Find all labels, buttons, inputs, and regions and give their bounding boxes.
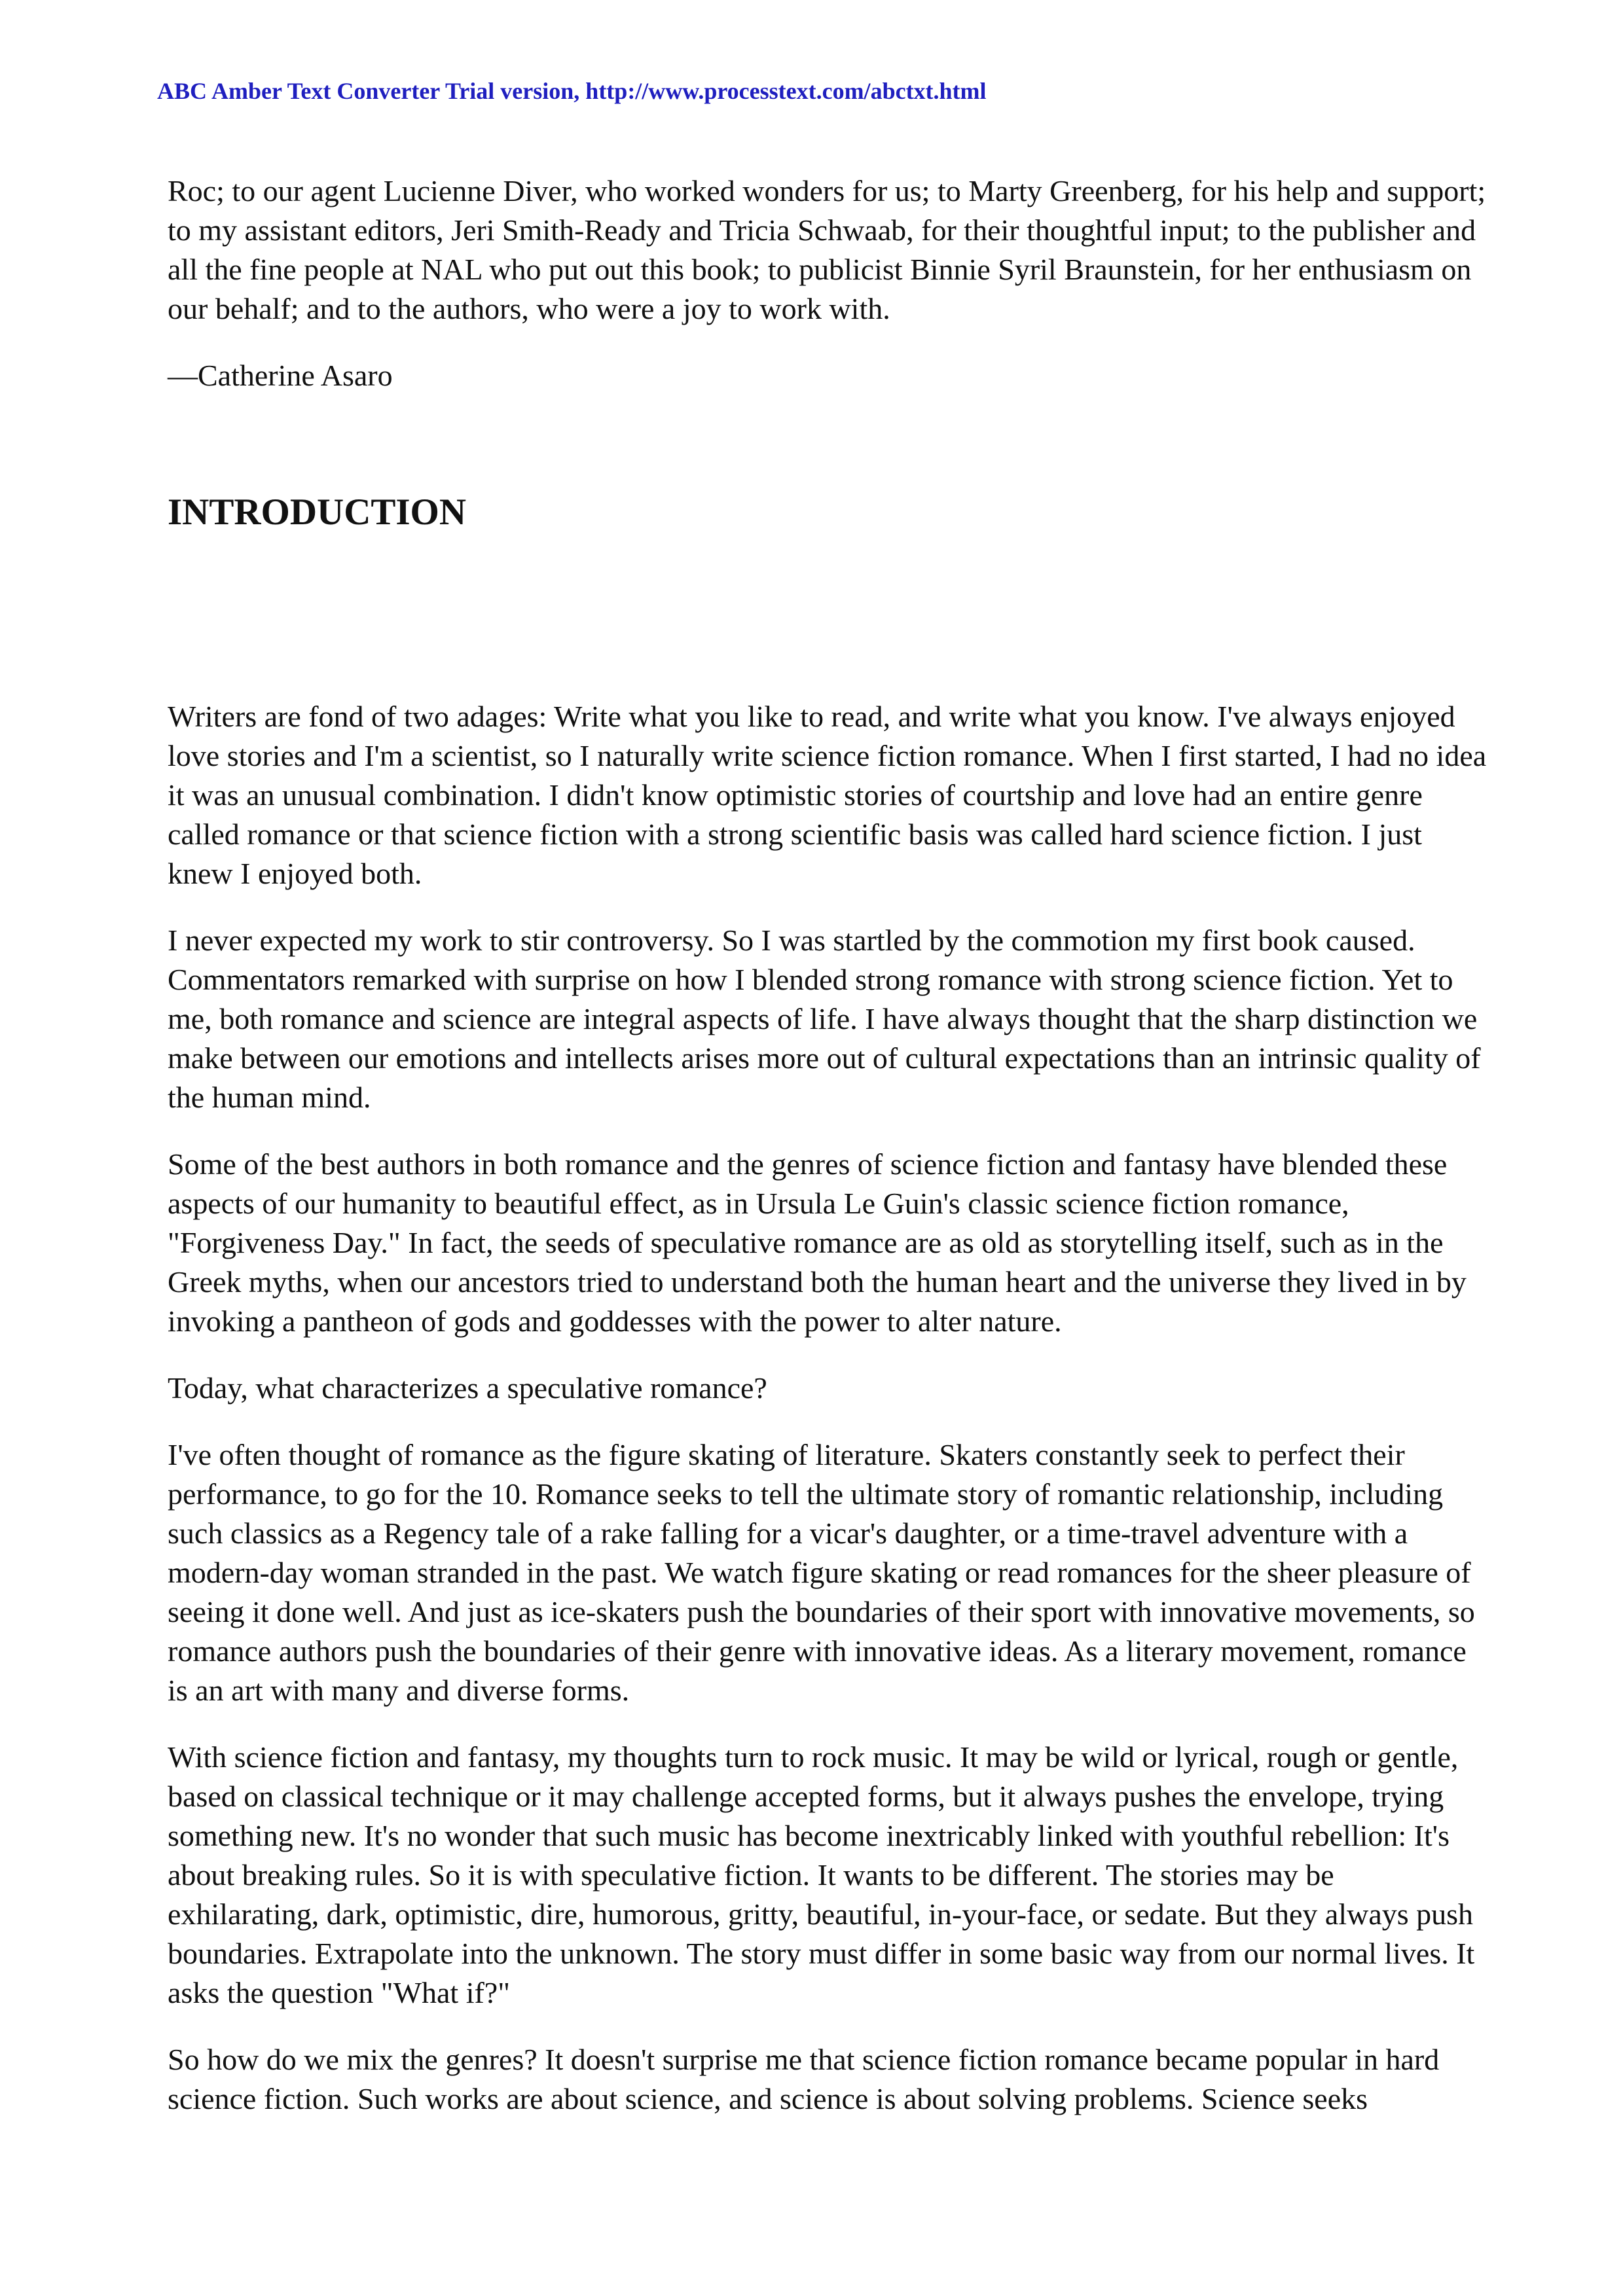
acknowledgments-section [168, 171, 1490, 395]
intro-paragraph: So how do we mix the genres? It doesn't surprise me that science fiction romance became popular in hard science fiction. Such works are about science, and science is about solving problems. Science seeks [168, 2043, 1440, 2115]
intro-paragraph: Writers are fond of two adages: Write what you like to read, and write what you know. I've always enjoyed love stories and I'm a scientist, so I naturally write science fiction romance. When I first started, I had no idea it was an unusual combination. I didn't know optimistic stories of courtship and love had an entire genre called romance or that science fiction with a strong scientific basis was called hard science fiction. I just knew I enjoyed both. [168, 700, 1487, 890]
author-signature: —Catherine Asaro [168, 359, 393, 392]
converter-watermark: ABC Amber Text Converter Trial version, http://www.processtext.com/abctxt.html [157, 78, 987, 104]
introduction-body [168, 697, 1490, 2146]
intro-paragraph: Some of the best authors in both romance and the genres of science fiction and fantasy have blended these aspects of our humanity to beautiful effect, as in Ursula Le Guin's classic science fiction romance, "Forgiveness Day." In fact, the seeds of speculative romance are as old as storytelling itself, such as in the Greek myths, when our ancestors tried to understand both the human heart and the universe they lived in by invoking a pantheon of gods and goddesses with the power to alter nature. [168, 1147, 1467, 1338]
intro-paragraph: Today, what characterizes a speculative romance? [168, 1371, 767, 1405]
intro-paragraph: I never expected my work to stir controversy. So I was startled by the commotion my first book caused. Commentators remarked with surprise on how I blended strong romance with strong science fiction. Yet to me, both romance and science are integral aspects of life. I have always thought that the sharp distinction we make between our emotions and intellects arises more out of cultural expectations than an intrinsic quality of the human mind. [168, 924, 1481, 1114]
intro-paragraph: I've often thought of romance as the figure skating of literature. Skaters constantly seek to perfect their performance, to go for the 10. Romance seeks to tell the ultimate story of romantic relationship, including such classics as a Regency tale of a rake falling for a vicar's daughter, or a time-travel adventure with a modern-day woman stranded in the past. We watch figure skating or read romances for the sheer pleasure of seeing it done well. And just as ice-skaters push the boundaries of their sport with innovative movements, so romance authors push the boundaries of their genre with innovative ideas. As a literary movement, romance is an art with many and diverse forms. [168, 1438, 1475, 1707]
intro-paragraph: With science fiction and fantasy, my thoughts turn to rock music. It may be wild or lyrical, rough or gentle, based on classical technique or it may challenge accepted forms, but it always pushes the envelope, trying something new. It's no wonder that such music has become inextricably linked with youthful rebellion: It's about breaking rules. So it is with speculative fiction. It wants to be different. The stories may be exhilarating, dark, optimistic, dire, humorous, gritty, beautiful, in-your-face, or sedate. But they always push boundaries. Extrapolate into the unknown. The story must differ in some basic way from our normal lives. It asks the question "What if?" [168, 1740, 1475, 2009]
introduction-heading: INTRODUCTION [168, 492, 467, 533]
acknowledgments-paragraph: Roc; to our agent Lucienne Diver, who worked wonders for us; to Marty Greenberg, for his help and support; to my assistant editors, Jeri Smith-Ready and Tricia Schwaab, for their thoughtful input; to the publisher and all the fine people at NAL who put out this book; to publicist Binnie Syril Braunstein, for her enthusiasm on our behalf; and to the authors, who were a joy to work with. [168, 174, 1486, 325]
